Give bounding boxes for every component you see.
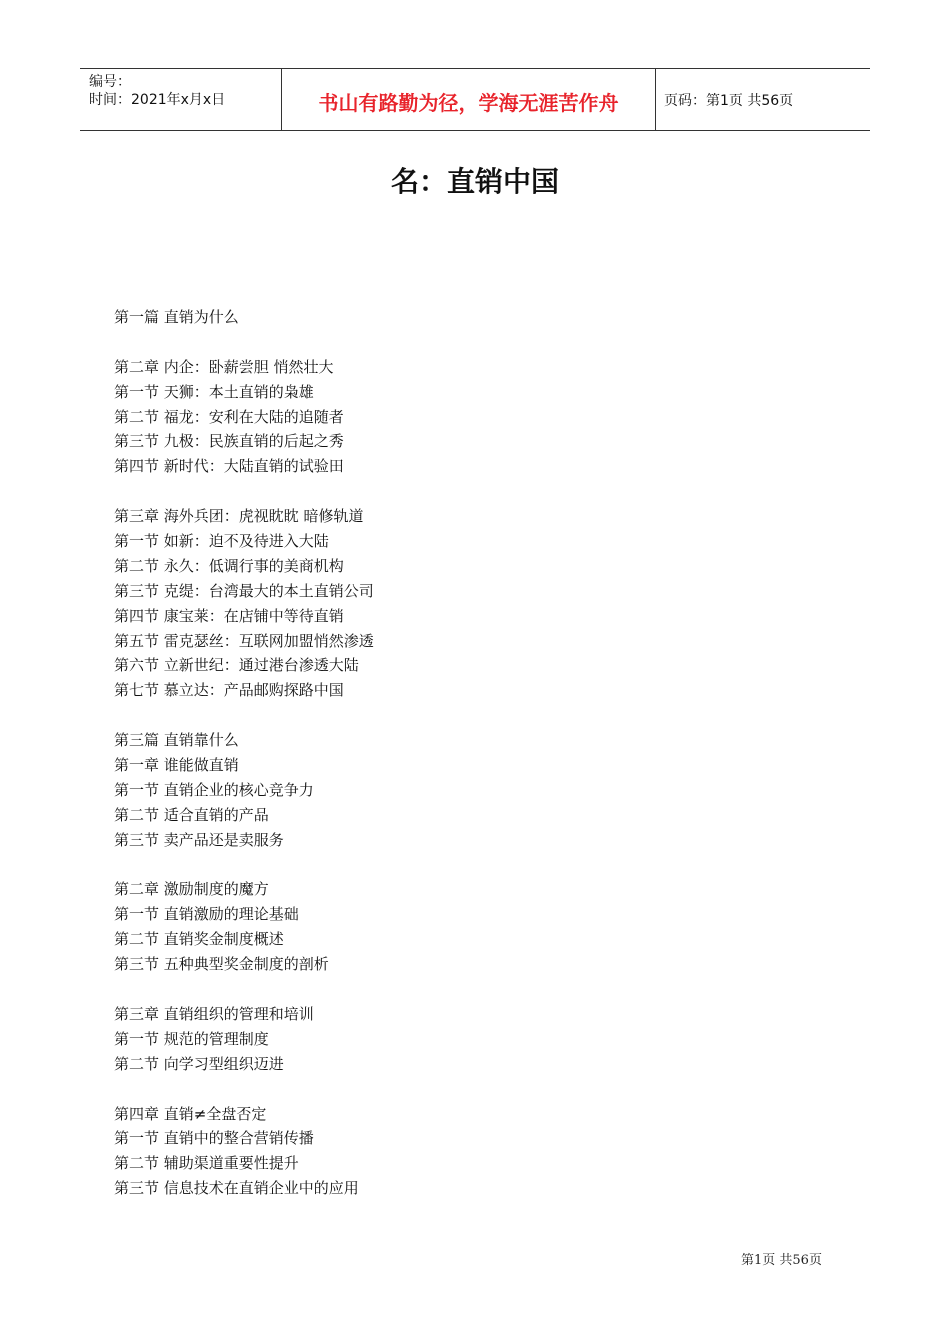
toc-entry: 第三章 海外兵团：虎视眈眈 暗修轨道 xyxy=(114,507,364,526)
toc-spacer xyxy=(114,331,834,356)
toc-spacer xyxy=(114,978,834,1003)
header-meta-cell xyxy=(80,69,280,130)
toc-entry: 第二章 内企：卧薪尝胆 悄然壮大 xyxy=(114,357,334,376)
document-time-label: 时间：2021年x月x日 xyxy=(89,92,226,108)
toc-entry: 第四节 新时代：大陆直销的试验田 xyxy=(114,457,344,476)
header-motto: 书山有路勤为径，学海无涯苦作舟 xyxy=(318,91,619,115)
page-header xyxy=(80,68,870,131)
toc-entry: 第二节 福龙：安利在大陆的追随者 xyxy=(114,407,344,426)
footer-page-number: 第1页 共56页 xyxy=(741,1253,822,1268)
toc-spacer xyxy=(114,854,834,879)
toc-entry: 第三节 信息技术在直销企业中的应用 xyxy=(114,1179,359,1198)
header-motto-cell xyxy=(281,69,656,130)
toc-entry: 第三篇 直销靠什么 xyxy=(114,731,239,750)
document-number-label: 编号： xyxy=(89,74,131,90)
toc-entry: 第三节 五种典型奖金制度的剖析 xyxy=(114,955,329,974)
toc-entry: 第五节 雷克瑟丝：互联网加盟悄然渗透 xyxy=(114,631,374,650)
toc-entry: 第二节 永久：低调行事的美商机构 xyxy=(114,556,344,575)
toc-entry: 第三节 卖产品还是卖服务 xyxy=(114,830,284,849)
toc-entry: 第二节 辅助渠道重要性提升 xyxy=(114,1154,299,1173)
toc-entry: 第一节 规范的管理制度 xyxy=(114,1029,269,1048)
toc-entry: 第二节 直销奖金制度概述 xyxy=(114,930,284,949)
toc-spacer xyxy=(114,704,834,729)
toc-spacer xyxy=(114,1078,834,1103)
toc-entry: 第一篇 直销为什么 xyxy=(114,308,239,326)
toc-entry: 第四章 直销≠全盘否定 xyxy=(114,1104,267,1123)
toc-entry: 第一章 谁能做直销 xyxy=(114,756,239,775)
toc-entry: 第三节 克缇：台湾最大的本土直销公司 xyxy=(114,581,374,600)
toc-entry: 第一节 直销中的整合营销传播 xyxy=(114,1129,314,1148)
toc-entry: 第七节 慕立达：产品邮购探路中国 xyxy=(114,681,344,700)
toc-entry: 第四节 康宝莱：在店铺中等待直销 xyxy=(114,606,344,625)
toc-entry: 第三节 九极：民族直销的后起之秀 xyxy=(114,432,344,451)
toc-entry: 第一节 如新：迫不及待进入大陆 xyxy=(114,532,329,551)
toc-entry: 第二节 适合直销的产品 xyxy=(114,805,269,824)
document-title: 名：直销中国 xyxy=(390,165,559,198)
toc-entry: 第一节 直销激励的理论基础 xyxy=(114,905,299,924)
toc-entry: 第二章 激励制度的魔方 xyxy=(114,880,269,899)
toc-entry: 第一节 直销企业的核心竞争力 xyxy=(114,780,314,799)
toc-entry: 第二节 向学习型组织迈进 xyxy=(114,1054,284,1073)
table-of-contents xyxy=(114,306,834,1202)
toc-entry: 第一节 天狮：本土直销的枭雄 xyxy=(114,382,314,401)
toc-entry: 第六节 立新世纪：通过港台渗透大陆 xyxy=(114,656,359,675)
toc-entry: 第三章 直销组织的管理和培训 xyxy=(114,1004,314,1023)
toc-spacer xyxy=(114,480,834,505)
header-page-cell xyxy=(655,69,870,130)
header-page-number: 页码：第1页 共56页 xyxy=(664,93,794,109)
